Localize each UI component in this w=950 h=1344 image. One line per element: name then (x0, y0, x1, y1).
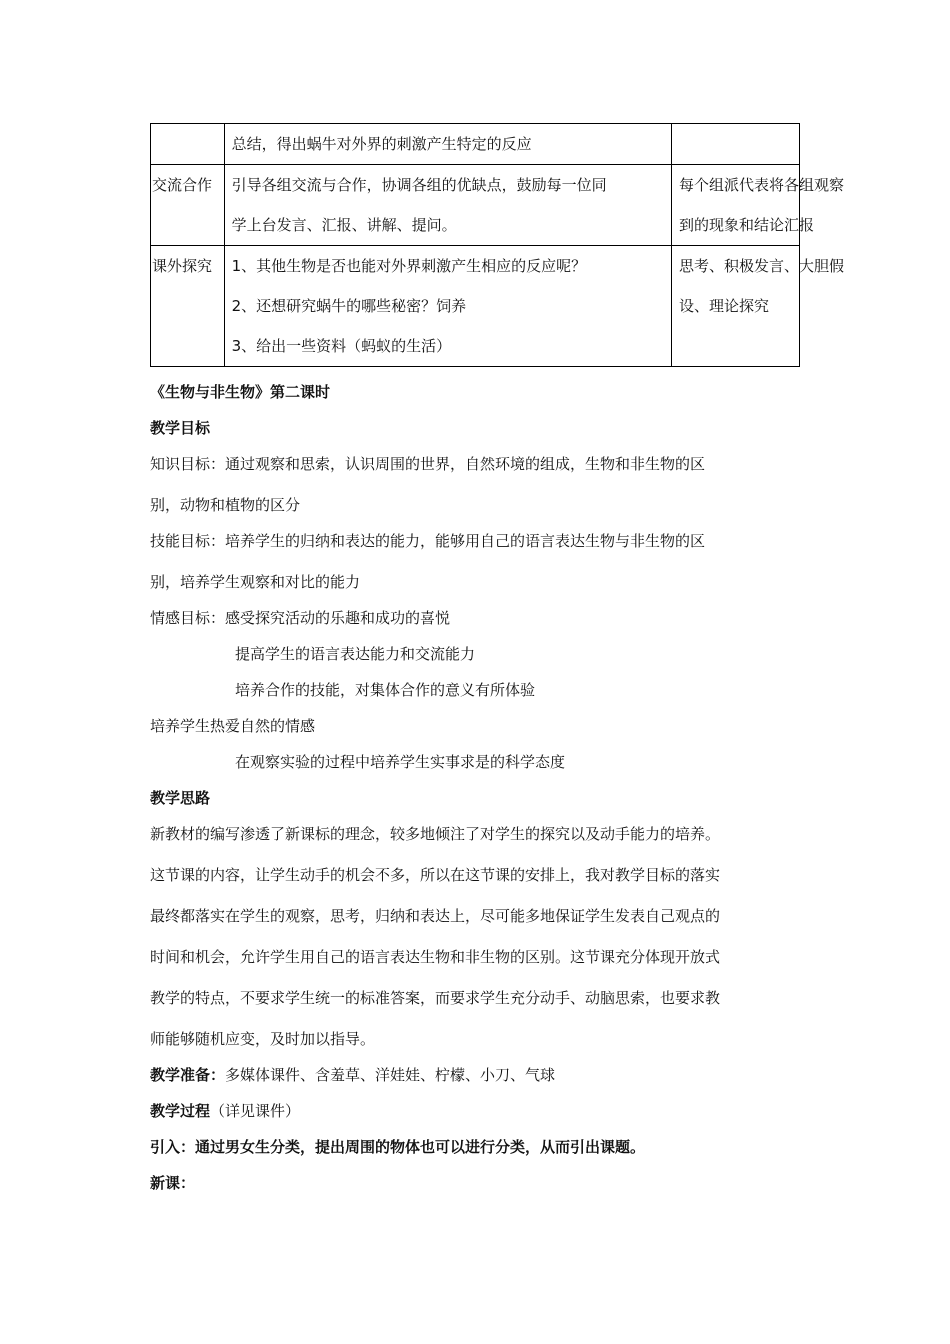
thinking-line-4: 时间和机会，允许学生用自己的语言表达生物和非生物的区别。这节课充分体现开放式 (150, 948, 721, 966)
table-row (151, 124, 800, 165)
knowledge-goal-line-1: 知识目标：通过观察和思索，认识周围的世界，自然环境的组成，生物和非生物的区 (150, 455, 706, 473)
table-cell-teacher (224, 124, 671, 165)
thinking-line-2: 这节课的内容，让学生动手的机会不多，所以在这节课的安排上，我对教学目标的落实 (150, 866, 721, 884)
cell-line: 思考、积极发言、大胆假 (679, 257, 845, 275)
emotion-goal-line-2: 提高学生的语言表达能力和交流能力 (235, 645, 476, 663)
table-cell-stage: 交流合作 (151, 165, 225, 246)
skill-goal-line-2: 别，培养学生观察和对比的能力 (150, 573, 361, 591)
knowledge-goal-line-2: 别，动物和植物的区分 (150, 496, 301, 514)
new-lesson-heading: 新课： (150, 1174, 196, 1192)
table-row (151, 165, 800, 246)
table-row (151, 246, 800, 367)
thinking-line-1: 新教材的编写渗透了新课标的理念，较多地倾注了对学生的探究以及动手能力的培养。 (150, 825, 721, 843)
table-cell-student (672, 246, 845, 367)
process-line (150, 1100, 300, 1121)
thinking-heading: 教学思路 (150, 789, 211, 807)
thinking-line-6: 师能够随机应变，及时加以指导。 (150, 1030, 376, 1048)
preparation-label: 教学准备： (150, 1066, 226, 1084)
emotion-goal-line-3: 培养合作的技能，对集体合作的意义有所体验 (235, 681, 536, 699)
cell-line: 2、还想研究蜗牛的哪些秘密？饲养 (231, 297, 467, 315)
table-cell-student (672, 165, 845, 246)
table-cell-teacher (224, 165, 671, 246)
thinking-line-3: 最终都落实在学生的观察，思考，归纳和表达上，尽可能多地保证学生发表自己观点的 (150, 907, 721, 925)
table-cell-stage (151, 124, 225, 165)
lesson-title: 《生物与非生物》第二课时 (150, 383, 331, 401)
table-cell-student (672, 124, 800, 165)
cell-line: 3、给出一些资料（蚂蚁的生活） (231, 337, 452, 355)
emotion-goal-line-1: 情感目标：感受探究活动的乐趣和成功的喜悦 (150, 609, 451, 627)
cell-line: 设、理论探究 (679, 297, 770, 315)
goals-heading: 教学目标 (150, 419, 211, 437)
table-cell-stage: 课外探究 (151, 246, 225, 367)
process-text: （详见课件） (210, 1102, 301, 1120)
cell-line: 到的现象和结论汇报 (679, 216, 815, 234)
cell-line: 总结，得出蜗牛对外界的刺激产生特定的反应 (231, 135, 532, 153)
cell-line: 1、其他生物是否也能对外界刺激产生相应的反应呢？ (231, 257, 587, 275)
preparation-line (150, 1064, 555, 1085)
cell-line: 学上台发言、汇报、讲解、提问。 (231, 216, 457, 234)
intro-line: 引入：通过男女生分类，提出周围的物体也可以进行分类，从而引出课题。 (150, 1138, 646, 1156)
emotion-goal-line-4: 培养学生热爱自然的情感 (150, 717, 316, 735)
preparation-text: 多媒体课件、含羞草、洋娃娃、柠檬、小刀、气球 (225, 1066, 556, 1084)
lesson-activity-table (150, 123, 845, 367)
process-label: 教学过程 (150, 1102, 211, 1120)
cell-line: 每个组派代表将各组观察 (679, 176, 845, 194)
cell-line: 引导各组交流与合作，协调各组的优缺点，鼓励每一位同 (231, 176, 607, 194)
skill-goal-line-1: 技能目标：培养学生的归纳和表达的能力，能够用自己的语言表达生物与非生物的区 (150, 532, 706, 550)
table-cell-teacher (224, 246, 671, 367)
emotion-goal-line-5: 在观察实验的过程中培养学生实事求是的科学态度 (235, 753, 566, 771)
thinking-line-5: 教学的特点，不要求学生统一的标准答案，而要求学生充分动手、动脑思索，也要求教 (150, 989, 721, 1007)
